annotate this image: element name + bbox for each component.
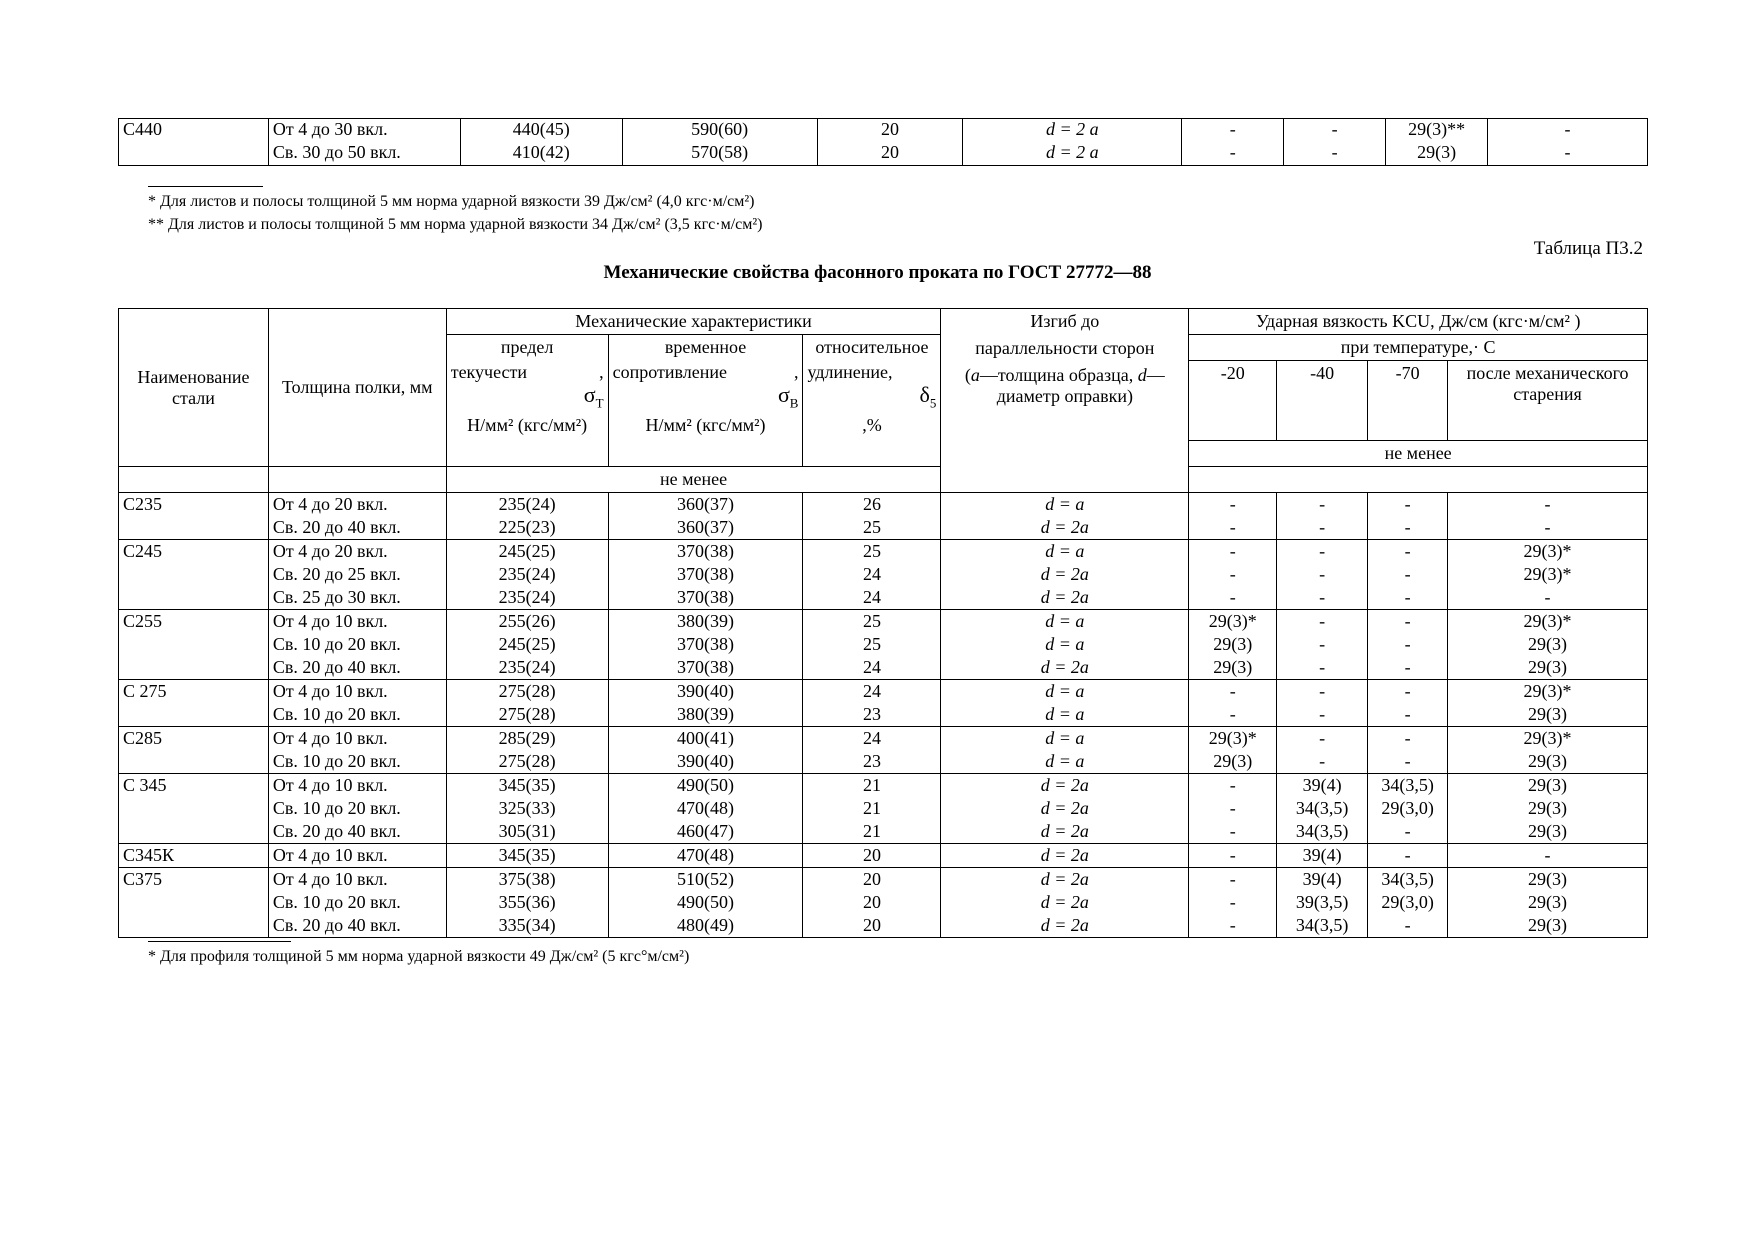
impact-minus20-cell: - [1189,703,1277,727]
impact-minus40-cell: - [1277,493,1368,517]
impact-minus70-cell: 29(3,0) [1368,797,1448,820]
impact-aging-cell: - [1448,516,1648,540]
delta-5-symbol: $\delta_5$ [919,382,937,411]
tensile-cell: 370(38) [608,563,803,586]
yield-cell: 345(35) [446,774,608,798]
bend-cell: d = 2 a [963,119,1182,143]
yield-cell: 305(31) [446,820,608,844]
header-min-impact: не менее [1189,441,1648,467]
impact-minus20-cell: - [1189,774,1277,798]
elongation-cell: 26 [803,493,941,517]
thickness-cell: От 4 до 10 вкл. [268,610,446,634]
tensile-cell: 360(37) [608,516,803,540]
table-row [119,774,1648,798]
yield-cell: 235(24) [446,656,608,680]
impact-aging-cell: 29(3)* [1448,540,1648,564]
impact-minus20-cell: - [1189,586,1277,610]
yield-cell: 255(26) [446,610,608,634]
impact-minus40-cell: - [1277,586,1368,610]
tensile-cell: 370(38) [608,586,803,610]
table-row [119,750,1648,774]
header-row [119,309,1648,335]
tensile-cell: 380(39) [608,703,803,727]
thickness-cell: От 4 до 10 вкл. [268,727,446,751]
footnote-top-2: ** Для листов и полосы толщиной 5 мм норма ударной вязкости 34 Дж/см² (3,5 кгс·м/см²) [148,216,763,233]
impact-minus70-cell: - [1368,586,1448,610]
impact-minus40-cell: - [1277,540,1368,564]
table-row [119,727,1648,751]
elongation-cell: 23 [803,703,941,727]
table-row [119,610,1648,634]
steel-grade: С375 [119,868,269,938]
tensile-cell: 370(38) [608,540,803,564]
yield-cell: 225(23) [446,516,608,540]
header-temp-minus20: -20 [1189,361,1277,441]
header-aging: после механического старения [1448,361,1648,441]
impact-minus40-cell: - [1277,516,1368,540]
table-body [119,493,1648,938]
elong-top: относительное [815,337,929,357]
tensile-cell: 510(52) [608,868,803,892]
impact-minus70-cell: 29(3,0) [1368,891,1448,914]
steel-grade: С285 [119,727,269,774]
tensile-unit: Н/мм² (кгс/мм²) [645,415,766,436]
bend-cell: d = 2a [941,891,1189,914]
thickness-cell: Св. 10 до 20 вкл. [268,797,446,820]
yield-cell: 235(24) [446,493,608,517]
impact-minus40-cell: 39(4) [1277,774,1368,798]
thickness-cell: От 4 до 30 вкл. [268,119,460,143]
impact-minus20-cell: - [1189,868,1277,892]
table-row [119,586,1648,610]
thickness-cell: От 4 до 20 вкл. [268,493,446,517]
impact-minus70-cell: 34(3,5) [1368,774,1448,798]
top-table-row [119,119,1648,143]
impact-aging-cell: 29(3) [1448,633,1648,656]
header-impact: Ударная вязкость KCU, Дж/см (кгс·м/см² ) [1189,309,1648,335]
bend-cell: d = a [941,610,1189,634]
bend-cell: d = 2a [941,516,1189,540]
elongation-cell: 21 [803,820,941,844]
yield-word: текучести [450,362,528,382]
tensile-cell: 380(39) [608,610,803,634]
tensile-cell: 370(38) [608,656,803,680]
header-yield [446,335,608,467]
impact-minus40-cell: - [1277,656,1368,680]
impact-minus70-cell: - [1368,540,1448,564]
thickness-cell: От 4 до 10 вкл. [268,774,446,798]
footnote-separator [148,941,291,942]
footnote-separator [148,186,263,187]
bend-cell: d = 2a [941,774,1189,798]
table-row [119,493,1648,517]
elongation-cell: 23 [803,750,941,774]
elongation-cell: 24 [803,656,941,680]
yield-cell: 245(25) [446,633,608,656]
thickness-cell: Св. 10 до 20 вкл. [268,891,446,914]
impact-minus40-cell: 39(3,5) [1277,891,1368,914]
bend-line-1: Изгиб до [1030,311,1100,331]
yield-cell: 375(38) [446,868,608,892]
tensile-cell: 470(48) [608,797,803,820]
impact-minus40-cell: 34(3,5) [1277,914,1368,938]
elongation-cell: 20 [803,868,941,892]
tensile-cell: 570(58) [622,142,817,166]
tensile-cell: 480(49) [608,914,803,938]
impact-minus20-cell: - [1189,563,1277,586]
steel-grade: С345К [119,844,269,868]
tensile-cell: 390(40) [608,750,803,774]
impact-cell: - [1182,119,1284,143]
tensile-cell: 490(50) [608,891,803,914]
bend-cell: d = 2a [941,656,1189,680]
thickness-cell: От 4 до 20 вкл. [268,540,446,564]
impact-aging-cell: 29(3) [1448,891,1648,914]
elongation-cell: 20 [803,844,941,868]
thickness-cell: Св. 20 до 40 вкл. [268,656,446,680]
impact-minus40-cell: - [1277,750,1368,774]
yield-cell: 245(25) [446,540,608,564]
impact-aging-cell: 29(3)* [1448,610,1648,634]
impact-aging-cell: 29(3)* [1448,563,1648,586]
bend-line-2: параллельности сторон [975,338,1155,358]
impact-minus70-cell: - [1368,820,1448,844]
header-at-temp: при температуре,· С [1189,335,1648,361]
yield-comma: , [599,362,604,382]
impact-minus20-cell: - [1189,820,1277,844]
table-row [119,868,1648,892]
elongation-cell: 24 [803,727,941,751]
elongation-cell: 25 [803,633,941,656]
impact-aging-cell: 29(3) [1448,820,1648,844]
impact-minus40-cell: 39(4) [1277,844,1368,868]
impact-minus70-cell: - [1368,750,1448,774]
tensile-cell: 460(47) [608,820,803,844]
impact-aging-cell: - [1448,844,1648,868]
impact-cell: - [1488,119,1648,143]
yield-cell: 235(24) [446,563,608,586]
impact-minus40-cell: - [1277,633,1368,656]
table-row [119,891,1648,914]
bend-cell: d = a [941,540,1189,564]
steel-grade: С440 [119,119,269,166]
impact-cell: - [1488,142,1648,166]
impact-minus40-cell: - [1277,680,1368,704]
bend-cell: d = 2a [941,797,1189,820]
impact-aging-cell: 29(3) [1448,656,1648,680]
elongation-cell: 21 [803,797,941,820]
thickness-cell: Св. 20 до 40 вкл. [268,914,446,938]
impact-cell: 29(3) [1386,142,1488,166]
tensile-cell: 400(41) [608,727,803,751]
tensile-cell: 360(37) [608,493,803,517]
elongation-cell: 25 [803,540,941,564]
thickness-cell: От 4 до 10 вкл. [268,680,446,704]
table-row [119,540,1648,564]
header-steel-name: Наименование стали [119,309,269,467]
impact-minus70-cell: - [1368,633,1448,656]
thickness-cell: От 4 до 10 вкл. [268,868,446,892]
header-thickness: Толщина полки, мм [268,309,446,467]
impact-minus40-cell: - [1277,610,1368,634]
impact-minus20-cell: 29(3)* [1189,610,1277,634]
impact-cell: 29(3)** [1386,119,1488,143]
footnote-bottom: * Для профиля толщиной 5 мм норма ударной вязкости 49 Дж/см² (5 кгс°м/см²) [148,948,690,965]
elongation-cell: 24 [803,586,941,610]
tensile-cell: 370(38) [608,633,803,656]
elongation-cell: 20 [817,142,963,166]
header-row [119,467,1648,493]
impact-minus40-cell: 39(4) [1277,868,1368,892]
yield-cell: 440(45) [460,119,622,143]
yield-cell: 355(36) [446,891,608,914]
elongation-cell: 25 [803,610,941,634]
table-row [119,797,1648,820]
tensile-comma: , [793,362,799,382]
header-bend [941,309,1189,467]
yield-cell: 275(28) [446,703,608,727]
tensile-cell: 490(50) [608,774,803,798]
thickness-cell: От 4 до 10 вкл. [268,844,446,868]
bend-cell: d = a [941,493,1189,517]
yield-top: предел [500,337,554,357]
steel-grade: С245 [119,540,269,610]
thickness-cell: Св. 10 до 20 вкл. [268,703,446,727]
elongation-cell: 24 [803,680,941,704]
impact-aging-cell: 29(3)* [1448,680,1648,704]
bend-cell: d = 2a [941,563,1189,586]
impact-minus40-cell: - [1277,727,1368,751]
bend-cell: d = a [941,633,1189,656]
impact-cell: - [1182,142,1284,166]
bend-cell: d = a [941,703,1189,727]
top-table-row [119,142,1648,166]
bend-cell: d = 2a [941,844,1189,868]
yield-cell: 345(35) [446,844,608,868]
steel-grade: С 275 [119,680,269,727]
table-row [119,703,1648,727]
elongation-cell: 20 [803,891,941,914]
thickness-cell: Св. 20 до 40 вкл. [268,820,446,844]
elong-unit: ,% [862,415,882,436]
steel-grade: С235 [119,493,269,540]
sigma-t-symbol: $\sigma_Т$ [583,382,604,411]
table-row [119,680,1648,704]
header-temp-minus40: -40 [1277,361,1368,441]
table-label: Таблица П3.2 [1533,238,1643,259]
thickness-cell: Св. 10 до 20 вкл. [268,750,446,774]
impact-minus20-cell: - [1189,540,1277,564]
impact-minus20-cell: - [1189,680,1277,704]
bend-line-3: (a—толщина образца, d—диаметр оправки) [964,365,1165,406]
impact-minus70-cell: - [1368,844,1448,868]
table-row [119,563,1648,586]
bend-cell: d = 2 a [963,142,1182,166]
yield-unit: Н/мм² (кгс/мм²) [467,415,588,436]
impact-aging-cell: - [1448,493,1648,517]
elongation-cell: 24 [803,563,941,586]
impact-aging-cell: 29(3) [1448,750,1648,774]
impact-minus70-cell: - [1368,563,1448,586]
yield-cell: 335(34) [446,914,608,938]
impact-cell: - [1284,119,1386,143]
impact-minus20-cell: - [1189,797,1277,820]
table-row [119,820,1648,844]
impact-minus70-cell: - [1368,727,1448,751]
thickness-cell: Св. 20 до 25 вкл. [268,563,446,586]
tensile-word: сопротивление [612,362,727,382]
yield-cell: 285(29) [446,727,608,751]
header-elongation [803,335,941,467]
table-title: Механические свойства фасонного проката по ГОСТ 27772—88 [603,262,1152,283]
table-row [119,844,1648,868]
thickness-cell: Св. 25 до 30 вкл. [268,586,446,610]
impact-minus70-cell: - [1368,914,1448,938]
bend-cell: d = 2a [941,820,1189,844]
impact-minus20-cell: - [1189,493,1277,517]
impact-minus20-cell: 29(3)* [1189,727,1277,751]
header-temp-minus70: -70 [1368,361,1448,441]
impact-minus40-cell: 34(3,5) [1277,797,1368,820]
impact-minus20-cell: - [1189,891,1277,914]
yield-cell: 275(28) [446,680,608,704]
impact-minus20-cell: 29(3) [1189,656,1277,680]
table-row [119,656,1648,680]
impact-aging-cell: 29(3) [1448,914,1648,938]
thickness-cell: Св. 20 до 40 вкл. [268,516,446,540]
impact-minus20-cell: 29(3) [1189,633,1277,656]
table-row [119,633,1648,656]
yield-cell: 275(28) [446,750,608,774]
impact-aging-cell: 29(3) [1448,797,1648,820]
impact-minus40-cell: - [1277,563,1368,586]
impact-cell: - [1284,142,1386,166]
elongation-cell: 25 [803,516,941,540]
header-min-mech: не менее [446,467,941,493]
bend-cell: d = 2a [941,914,1189,938]
yield-cell: 235(24) [446,586,608,610]
impact-minus40-cell: 34(3,5) [1277,820,1368,844]
impact-aging-cell: 29(3)* [1448,727,1648,751]
impact-aging-cell: 29(3) [1448,703,1648,727]
table-row [119,516,1648,540]
thickness-cell: Св. 10 до 20 вкл. [268,633,446,656]
impact-aging-cell: 29(3) [1448,868,1648,892]
tensile-cell: 390(40) [608,680,803,704]
elongation-cell: 20 [803,914,941,938]
tensile-cell: 470(48) [608,844,803,868]
impact-aging-cell: - [1448,586,1648,610]
impact-minus70-cell: 34(3,5) [1368,868,1448,892]
tensile-cell: 590(60) [622,119,817,143]
sigma-b-symbol: $\sigma_В$ [777,382,799,411]
footnote-top-1: * Для листов и полосы толщиной 5 мм норма ударной вязкости 39 Дж/см² (4,0 кгс·м/см²) [148,193,755,210]
steel-grade: С 345 [119,774,269,844]
header-mech: Механические характеристики [446,309,941,335]
bend-cell: d = a [941,750,1189,774]
impact-minus20-cell: 29(3) [1189,750,1277,774]
header-tensile [608,335,803,467]
bend-cell: d = a [941,727,1189,751]
impact-minus70-cell: - [1368,610,1448,634]
impact-minus20-cell: - [1189,516,1277,540]
impact-minus20-cell: - [1189,914,1277,938]
elongation-cell: 21 [803,774,941,798]
tensile-top: временное [664,337,747,357]
impact-minus70-cell: - [1368,656,1448,680]
impact-minus70-cell: - [1368,703,1448,727]
top-partial-table [118,118,1648,166]
impact-minus20-cell: - [1189,844,1277,868]
thickness-cell: Св. 30 до 50 вкл. [268,142,460,166]
impact-minus70-cell: - [1368,493,1448,517]
impact-minus70-cell: - [1368,680,1448,704]
mechanical-properties-table [118,308,1648,938]
yield-cell: 410(42) [460,142,622,166]
impact-minus70-cell: - [1368,516,1448,540]
elongation-cell: 20 [817,119,963,143]
bend-cell: d = 2a [941,868,1189,892]
bend-cell: d = 2a [941,586,1189,610]
elong-word: удлинение, [807,362,893,382]
impact-minus40-cell: - [1277,703,1368,727]
steel-grade: С255 [119,610,269,680]
impact-aging-cell: 29(3) [1448,774,1648,798]
table-row [119,914,1648,938]
yield-cell: 325(33) [446,797,608,820]
bend-cell: d = a [941,680,1189,704]
